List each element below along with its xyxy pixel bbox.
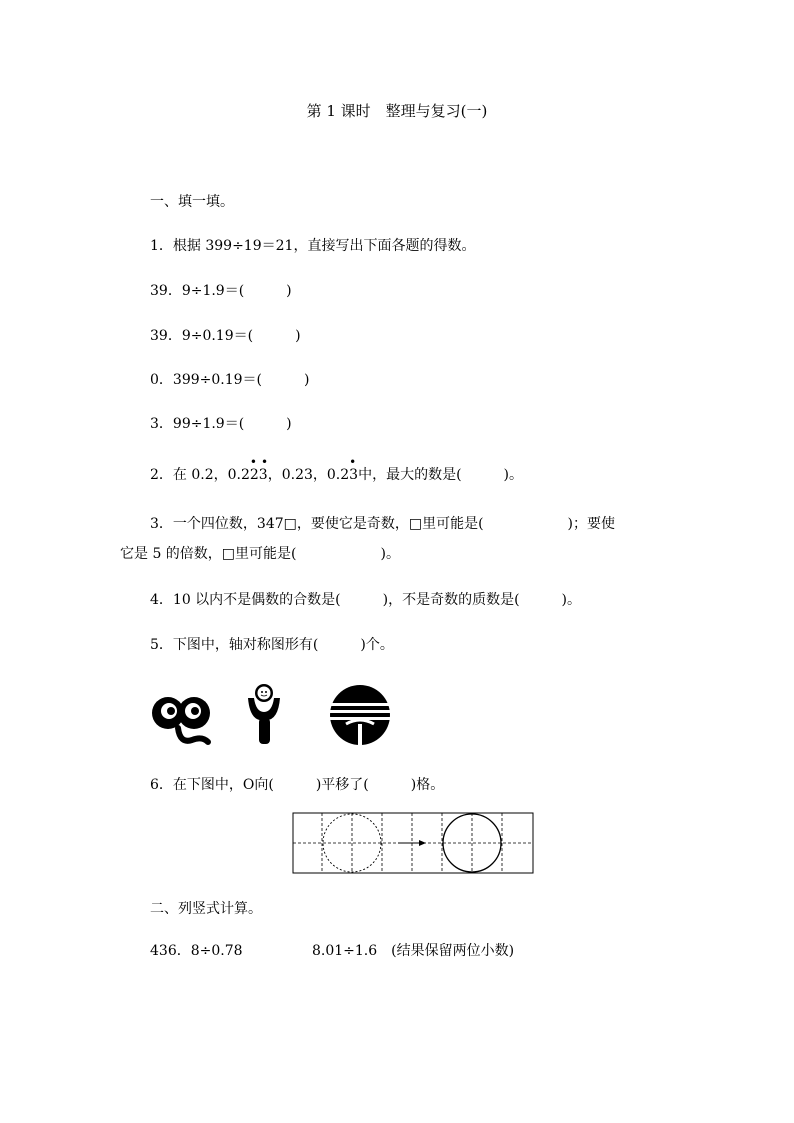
question-1-item-2: 39．9÷0.19＝( ): [150, 328, 301, 344]
question-6: 6．在下图中，O向( )平移了( )格。: [150, 777, 445, 793]
question-2: [150, 455, 524, 485]
question-4: 4．10 以内不是偶数的合数是( )，不是奇数的质数是( )。: [150, 592, 582, 608]
repeating-decimal-2: • 3: [349, 455, 359, 483]
section1-heading: 一、填一填。: [150, 194, 234, 210]
repeat-dots: ••: [249, 455, 273, 469]
question-5-figures: [150, 680, 400, 750]
repeating-decimal-1: •• 23: [249, 455, 273, 483]
calc-item-2: 8.01÷1.6 (结果保留两位小数): [312, 943, 515, 959]
question-1-item-1: 39．9÷1.9＝( ): [150, 283, 292, 299]
question-3-line-1: 3．一个四位数，347□，要使它是奇数，□里可能是( )；要使: [150, 516, 616, 532]
question-1-item-3: 0．399÷0.19＝( ): [150, 372, 310, 388]
question-1-item-4: 3．99÷1.9＝( ): [150, 416, 292, 432]
question-3-line-2: 它是 5 的倍数，□里可能是( )。: [120, 546, 400, 562]
section2-heading: 二、列竖式计算。: [150, 901, 262, 917]
question-1-stem: 1．根据 399÷19＝21，直接写出下面各题的得数。: [150, 238, 476, 254]
calc-item-1: 436．8÷0.78: [150, 943, 243, 959]
striped-circle-logo-icon: [330, 685, 390, 745]
y-person-logo-icon: [248, 684, 280, 744]
page-title: 第 1 课时 整理与复习(一): [306, 102, 488, 120]
question-2-prefix: 2．在 0.2，0.2: [150, 467, 250, 483]
question-2-mid: ，0.23，0.2: [267, 467, 350, 483]
repeat-dot: •: [349, 455, 357, 469]
translation-grid-figure: [292, 812, 534, 874]
question-2-suffix: 中，最大的数是( )。: [358, 467, 524, 483]
eyes-worm-logo-icon: [152, 697, 210, 742]
question-5: 5．下图中，轴对称图形有( )个。: [150, 637, 394, 653]
